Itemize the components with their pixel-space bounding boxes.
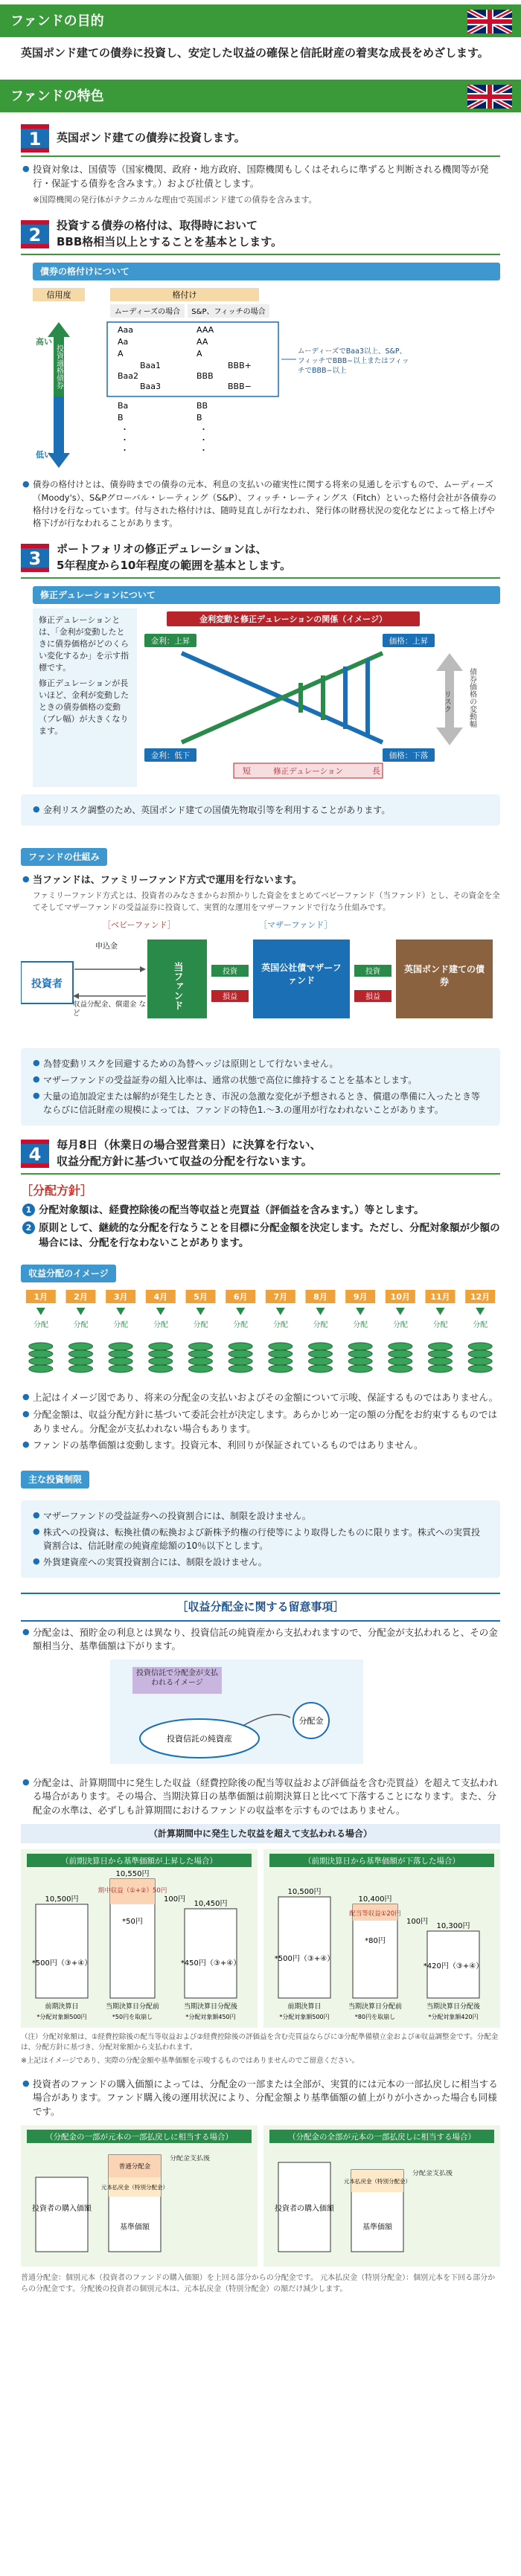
limit-2: ● 株式への投資は、転換社債の転換および新株予約権の行使等により取得したものに限ります。株式への実質投資割合は、信託財産の純資産総額の10％以下とします。 <box>43 1526 485 1552</box>
down-arrow-icon <box>436 1308 445 1315</box>
coin-icon <box>429 1365 453 1372</box>
distribution-tag: 収益分配のイメージ <box>21 1265 116 1282</box>
coin-icon <box>109 1358 132 1365</box>
point-3 <box>21 542 500 579</box>
month-label: 5月 <box>194 1291 208 1302</box>
caution-title: ［収益分配金に関する留意事項］ <box>21 1593 500 1622</box>
partial-buy: 投資者の購入価額 <box>32 2204 92 2213</box>
coin-icon <box>309 1358 333 1365</box>
duration-chart <box>137 608 494 787</box>
partial-title: （分配金の一部が元本の一部払戻しに相当する場合） <box>45 2132 233 2142</box>
page <box>0 4 521 2295</box>
rating-tag: 債券の格付けについて <box>33 263 500 280</box>
point-4-head-2: 収益分配方針に基づいて収益の分配を行ないます。 <box>57 1154 313 1168</box>
coin-icon <box>389 1350 412 1358</box>
baby-tag: ［ベビーファンド］ <box>103 919 176 930</box>
dist-label: 分配 <box>313 1320 328 1329</box>
rating-s-7: B <box>196 412 202 423</box>
rating-m-9: ・ <box>121 434 129 445</box>
dist-label: 分配 <box>272 1320 288 1329</box>
caution-foot: 普通分配金：個別元本（投資者のファンドの購入価額）を上回る部分からの分配金です。 元本払戻金（特別分配金）：個別元本を下回る部分からの分配金です。分配後の投資者の個別元本は、元本払戻金（特別分配金）の額だけ減少します。 <box>21 2273 496 2293</box>
coin-icon <box>29 1358 53 1365</box>
down-arrow-icon <box>156 1308 165 1315</box>
moodys-list <box>118 325 161 455</box>
dist-label: 分配 <box>193 1320 208 1329</box>
point-1 <box>21 124 500 157</box>
point-4-head <box>57 1137 321 1170</box>
month-label: 7月 <box>273 1291 288 1302</box>
month-label: 2月 <box>74 1291 88 1302</box>
coin-icon <box>389 1343 412 1350</box>
coin-icon <box>189 1343 213 1350</box>
limit-1: ● マザーファンドの受益証券への投資割合には、制限を設けません。 <box>43 1509 485 1523</box>
down-arrow-icon <box>356 1308 365 1315</box>
a-v-2: 10,500円 <box>45 1895 79 1904</box>
point-3-num: 3 <box>28 548 42 569</box>
coin-icon <box>429 1343 453 1350</box>
b-sub-0: *分配対象額500円 <box>279 2013 330 2020</box>
coin-icon <box>348 1343 372 1350</box>
rating-s-10: ・ <box>199 445 208 455</box>
full-title: （分配金の全部が元本の一部払戻しに相当する場合） <box>288 2132 476 2142</box>
dist-label: 分配 <box>73 1320 89 1329</box>
rating-col-a: ムーディーズの場合 <box>114 307 181 316</box>
b-v-0: 10,400円 <box>358 1895 392 1904</box>
limits-tag: 主な投資制限 <box>21 1471 89 1488</box>
b-v-5: 100円 <box>406 1917 429 1926</box>
p4-bullet-2: ● 分配金額は、収益分配方針に基づいて委託会社が決定します。あらかじめ一定の額の分配をお約束するものではありません。分配金が支払われない場合もあります。 <box>33 1408 500 1436</box>
coin-icon <box>149 1358 173 1365</box>
mechanism-lead: ● 当ファンドは、ファミリーファンド方式で運用を行ないます。 <box>33 873 500 888</box>
partial-after: 分配金支払後 <box>170 2154 211 2162</box>
coin-icon <box>189 1358 213 1365</box>
rating-side-note: ムーディーズでBaa3以上、S&P、フィッチでBBB−以上またはフィッチでBBB−以上 <box>298 347 409 375</box>
coin-icon <box>149 1350 173 1358</box>
a-v-3: *500円（③+④） <box>31 1959 92 1968</box>
p4-bullet-1: ● 上記はイメージ図であり、将来の分配金の支払いおよびその金額について示唆、保証するものではありません。 <box>33 1391 500 1405</box>
caution-b3: ● 投資者のファンドの購入価額によっては、分配金の一部または全部が、実質的には元本の一部払戻しに相当する場合があります。ファンド購入後の運用状況により、分配金額より基準価額の値上がりが小さかった場合も同様です。 <box>33 2078 500 2119</box>
a-x-1: 当期決算日分配前 <box>105 2002 160 2011</box>
mother-tag: ［マザーファンド］ <box>259 919 333 930</box>
coin-icon <box>309 1365 333 1372</box>
point-3-head <box>57 542 291 574</box>
point-2-head-2: BBB格相当以上とすることを基本とします。 <box>57 235 283 248</box>
profit-label-2: 損益 <box>365 992 380 1001</box>
mechanism-diagram <box>21 917 500 1036</box>
rating-s-5: BBB− <box>228 381 252 391</box>
coin-icon <box>29 1365 53 1372</box>
coin-icon <box>228 1358 252 1365</box>
purpose-title: ファンドの目的 <box>10 13 104 29</box>
b-x-0: 前期決算日 <box>287 2002 322 2011</box>
coin-icon <box>69 1343 93 1350</box>
panel-bullet-2: ● マザーファンドの受益証券の組入比率は、通常の状態で高位に維持することを基本とします。 <box>43 1073 485 1087</box>
coin-icon <box>228 1343 252 1350</box>
redeem-label: 収益分配金、償還金 など <box>73 1000 147 1018</box>
price-axis: 債券価格の変動幅 <box>467 667 476 727</box>
img-title: 投資信託で分配金が支払われるイメージ <box>136 1669 218 1687</box>
rating-s-6: BB <box>196 400 208 411</box>
b-sub-1: *80円を取崩し <box>354 2013 396 2020</box>
partial-chart <box>21 2125 258 2267</box>
down-arrow-icon <box>116 1308 125 1315</box>
img-bun: 分配金 <box>298 1716 324 1726</box>
rating-s-9: ・ <box>199 434 208 445</box>
coin-icon <box>309 1343 333 1350</box>
a-v-6: 10,450円 <box>194 1899 228 1908</box>
coin-icon <box>228 1350 252 1358</box>
b-x-2: 当期決算日分配後 <box>426 2002 481 2011</box>
long-label: 長 <box>372 765 380 776</box>
a-sub-2: *分配対象額450円 <box>185 2013 236 2020</box>
caution-note-1: （注）分配対象額は、①経費控除後の配当等収益および②経費控除後の評価益を含む売買益ならびに③分配準備積立金および④収益調整金です。分配金は、分配方針に基づき、分配対象額から支払われます。 <box>21 2032 499 2052</box>
partial-common: 普通分配金 <box>118 2162 151 2171</box>
month-label: 12月 <box>470 1291 490 1302</box>
full-prin: 元本払戻金（特別分配金） <box>344 2177 411 2185</box>
down-arrow-icon <box>396 1308 405 1315</box>
policy-1 <box>25 1203 500 1218</box>
policy-title: ［分配方針］ <box>21 1183 93 1198</box>
point-3-head-1: ポートフォリオの修正デュレーションは、 <box>57 542 267 556</box>
point-1-bullet: ● 投資対象は、国債等（国家機関、政府・地方政府、国際機関もしくはそれらに準ずると判断される機関等が発行・保証する債券を含みます。）および社債とします。 <box>33 163 500 191</box>
a-x-0: 前期決算日 <box>45 2002 79 2011</box>
point-1-num: 1 <box>28 129 42 150</box>
purpose-text: 英国ポンド建ての債券に投資し、安定した収益の確保と信託財産の着実な成長をめざします。 <box>21 46 489 60</box>
coin-icon <box>69 1365 93 1372</box>
down-arrow-icon <box>196 1308 205 1315</box>
a-v-0: 10,550円 <box>115 1869 150 1878</box>
dist-label: 分配 <box>33 1320 48 1329</box>
case-b-title: （前期決算日から基準価額が下落した場合） <box>304 1856 460 1866</box>
sp-list <box>196 325 252 455</box>
dist-label: 分配 <box>153 1320 168 1329</box>
duration-desc <box>33 608 137 787</box>
rating-s-3: BBB+ <box>228 360 252 370</box>
panel-bullet-3: ● 大量の追加設定または解約が発生したとき、市況の急激な変化が予想されるとき、償還の準備に入ったとき等ならびに信託財産の規模によっては、ファンドの特色1.～3.の運用が行なわれないことがあります。 <box>43 1090 485 1117</box>
policy-2 <box>25 1221 500 1251</box>
down-arrow-icon <box>236 1308 245 1315</box>
mechanism-tag: ファンドの仕組み <box>21 848 107 866</box>
full-buy: 投資者の購入価額 <box>275 2204 334 2213</box>
circle-1-icon: 1 <box>22 1204 35 1216</box>
month-label: 1月 <box>33 1291 48 1302</box>
duration-desc-2: 修正デュレーションが長いほど、金利が変動したときの債券価格の変動（ブレ幅）が大きくなります。 <box>39 678 129 736</box>
point-3-head-2: 5年程度から10年程度の範囲を基本とします。 <box>57 559 292 572</box>
coin-icon <box>189 1365 213 1372</box>
rating-m-8: ・ <box>121 424 129 434</box>
dist-label: 分配 <box>473 1320 488 1329</box>
invest-label-1: 投資 <box>223 967 237 976</box>
coin-icon <box>429 1358 453 1365</box>
duration-axis-label: 修正デュレーション <box>273 766 343 776</box>
coin-icon <box>189 1350 213 1358</box>
coin-icon <box>269 1343 293 1350</box>
month-label: 3月 <box>113 1291 128 1302</box>
coin-icon <box>468 1350 492 1358</box>
a-v-4: *50円 <box>122 1917 143 1926</box>
case-row <box>21 1849 500 2028</box>
coin-icon <box>149 1365 173 1372</box>
price-down: 価格：下落 <box>389 751 429 760</box>
grade-label: 投資適格債券 <box>54 344 63 389</box>
coin-icon <box>109 1365 132 1372</box>
b-v-4: *80円 <box>365 1936 386 1945</box>
a-v-1: 期中収益（①+②）50円 <box>98 1886 167 1895</box>
month-label: 11月 <box>430 1291 450 1302</box>
coin-icon <box>29 1343 53 1350</box>
duration-tag: 修正デュレーションについて <box>33 586 500 604</box>
rating-s-0: AAA <box>196 324 214 335</box>
point-4-num: 4 <box>28 1144 42 1165</box>
month-label: 8月 <box>313 1291 327 1302</box>
down-arrow-icon <box>276 1308 285 1315</box>
short-label: 短 <box>243 765 251 776</box>
coin-icon <box>29 1350 53 1358</box>
b-v-7: *420円（③+④） <box>423 1962 484 1970</box>
coin-icon <box>309 1350 333 1358</box>
coin-icon <box>348 1350 372 1358</box>
partial-base: 基準価額 <box>120 2223 150 2232</box>
full-chart <box>263 2125 500 2267</box>
down-arrow-icon <box>36 1308 45 1315</box>
month-label: 6月 <box>233 1291 248 1302</box>
rating-m-1: Aa <box>118 336 129 347</box>
p4-bullet-3: ● ファンドの基準価額は変動します。投資元本、利回りが保証されているものではありません。 <box>33 1439 500 1453</box>
caution-b2: ● 分配金は、計算期間中に発生した収益（経費控除後の配当等収益および評価益を含む売買益）を超えて支払われる場合があります。その場合、当期決算日の基準価額は前期決算日と比べて下落することになります。また、分配金の水準は、必ずしも計算期間におけるファンドの収益率を示すものではありません。 <box>33 1776 500 1818</box>
rating-m-2: A <box>118 348 124 359</box>
coin-icon <box>348 1365 372 1372</box>
a-sub-1: *50円を取崩し <box>112 2013 153 2020</box>
features-title: ファンドの特色 <box>10 89 104 105</box>
risk-label: リスク <box>442 690 451 713</box>
mechanism-desc: ファミリーファンド方式とは、投資者のみなさまからお預かりした資金をまとめてベビーファンド（当ファンド）とし、その資金を全てそしてマザーファンドの受益証券に投資して、実質的な運用をマザーファンドで行なう仕組みです。 <box>33 891 500 912</box>
coin-icon <box>429 1350 453 1358</box>
dist-label: 分配 <box>432 1320 448 1329</box>
a-v-5: 100円 <box>164 1895 186 1904</box>
sample-title: （計算期間中に発生した収益を超えて支払われる場合） <box>21 1824 500 1843</box>
rating-s-4: BBB <box>196 370 214 381</box>
caution-image-1 <box>21 1657 500 1768</box>
features-band <box>0 80 521 112</box>
policy-panel <box>21 1048 500 1125</box>
bond-label: 英国ポンド建ての債券 <box>403 963 485 987</box>
number-3-icon <box>21 544 49 572</box>
apply-label: 申込金 <box>95 942 118 951</box>
rating-s-8: ・ <box>199 424 208 434</box>
duration-area <box>33 608 500 787</box>
coin-icon <box>228 1365 252 1372</box>
point-2-num: 2 <box>28 225 42 245</box>
rate-down: 金利：低下 <box>150 751 191 760</box>
rate-up: 金利：上昇 <box>150 636 191 646</box>
down-arrow-icon <box>316 1308 325 1315</box>
limit-3: ● 外貨建資産への実質投資割合には、制限を設けません。 <box>43 1555 485 1569</box>
purpose-band <box>0 4 521 37</box>
month-label: 9月 <box>353 1291 368 1302</box>
coin-icon <box>389 1365 412 1372</box>
rating-high: 高い <box>36 336 52 347</box>
a-sub-0: *分配対象額500円 <box>36 2013 87 2020</box>
policy-2-text: 原則として、継続的な分配を行なうことを目標に分配金額を決定します。ただし、分配対象額が少額の場合には、分配を行なわないことがあります。 <box>39 1222 500 1250</box>
uk-flag-icon <box>467 85 512 109</box>
b-v-1: 配当等収益①20円 <box>349 1909 401 1918</box>
b-v-6: 10,300円 <box>436 1921 470 1930</box>
coin-icon <box>389 1358 412 1365</box>
coin-icon <box>69 1358 93 1365</box>
rating-s-1: AA <box>196 336 208 347</box>
point-4-head-1: 毎月8日（休業日の場合翌営業日）に決算を行ない、 <box>57 1138 322 1152</box>
circle-2-icon: 2 <box>22 1221 35 1234</box>
rating-m-6: Ba <box>118 400 129 411</box>
month-label: 10月 <box>390 1291 410 1302</box>
uk-flag-icon <box>467 10 512 33</box>
point-2 <box>21 218 500 255</box>
limits-panel <box>21 1500 500 1578</box>
price-up: 価格：上昇 <box>389 636 429 646</box>
number-1-icon <box>21 124 49 152</box>
full-after: 分配金支払後 <box>412 2169 453 2177</box>
case-b-chart <box>263 1849 500 2028</box>
rating-m-3: Baa1 <box>140 360 162 370</box>
rating-col-mid: 格付け <box>172 289 197 300</box>
coin-icon <box>269 1350 293 1358</box>
rating-low: 低い <box>36 449 52 460</box>
b-v-2: 10,500円 <box>287 1887 322 1896</box>
point-1-note: ※国際機関の発行体がテクニカルな理由で英国ポンド建ての債券を含みます。 <box>33 194 317 205</box>
point-4 <box>21 1137 500 1175</box>
dist-label: 分配 <box>113 1320 129 1329</box>
duration-chart-title: 金利変動と修正デュレーションの関係（イメージ） <box>199 614 387 624</box>
coin-icon <box>348 1358 372 1365</box>
dist-label: 分配 <box>392 1320 408 1329</box>
profit-label-1: 損益 <box>223 992 237 1001</box>
investor-label: 投資者 <box>31 977 63 990</box>
fund-label: 当ファンド <box>171 961 183 1010</box>
policy-1-text: 分配対象額は、経費控除後の配当等収益と売買益（評価益を含みます。）等とします。 <box>39 1204 424 1216</box>
a-x-2: 当期決算日分配後 <box>183 2002 238 2011</box>
coin-icon <box>109 1343 132 1350</box>
rating-m-4: Baa2 <box>118 370 139 381</box>
rating-m-10: ・ <box>121 445 129 455</box>
case-a-title: （前期決算日から基準価額が上昇した場合） <box>61 1856 217 1866</box>
coin-icon <box>468 1365 492 1372</box>
point-2-head <box>57 218 282 251</box>
img-asset: 投資信託の純資産 <box>167 1734 232 1744</box>
panel-bullet-1: ● 為替変動リスクを回避するための為替ヘッジは原則として行ないません。 <box>43 1057 485 1070</box>
coin-icon <box>269 1358 293 1365</box>
point-3-bullet: ● 金利リスク調整のため、英国ポンド建ての国債先物取引等を利用することがあります。 <box>43 803 485 817</box>
point-1-head: 英国ポンド建ての債券に投資します。 <box>57 131 246 145</box>
full-base: 基準価額 <box>362 2223 392 2232</box>
b-x-1: 当期決算日分配前 <box>348 2002 403 2011</box>
invest-label-2: 投資 <box>365 967 380 976</box>
down-arrow-icon <box>77 1308 86 1315</box>
coin-icon <box>269 1365 293 1372</box>
caution-note-2: ※上記はイメージであり、実際の分配金額や基準価額を示唆するものではありませんのでご留意ください。 <box>21 2057 359 2066</box>
month-label: 4月 <box>153 1291 168 1302</box>
coin-icon <box>468 1343 492 1350</box>
dist-label: 分配 <box>233 1320 249 1329</box>
rating-s-2: A <box>196 348 202 359</box>
rating-m-7: B <box>118 412 124 423</box>
a-v-7: *450円（③+④） <box>180 1959 241 1968</box>
p3-panel <box>21 794 500 826</box>
principal-row <box>21 2125 500 2267</box>
point-2-bullet: ● 債券の格付けとは、債券時までの債券の元本、利息の支払いの確実性に関する将来の見通しを示すもので、ムーディーズ（Moody's）、S&Pグローバル・レーティング（S&P）、フィッチ・レーティングス（Fitch）といった格付会社が各債券の格付けを行なっています。付与された格付けは、随時見直しが行なわれ、発行体の財務状況の変化などによって格上げや格下げが行なわれることがあります。 <box>33 478 500 530</box>
coin-icon <box>69 1350 93 1358</box>
down-arrow-icon <box>476 1308 485 1315</box>
coin-icon <box>149 1343 173 1350</box>
dist-label: 分配 <box>353 1320 368 1329</box>
coin-icon <box>468 1358 492 1365</box>
price-arrows <box>301 659 368 736</box>
rating-diagram <box>21 285 500 471</box>
rating-m-0: Aaa <box>118 324 134 335</box>
b-v-3: *500円（③+④） <box>274 1954 335 1963</box>
coin-icon <box>109 1350 132 1358</box>
rating-col-b: S&P、フィッチの場合 <box>191 307 266 316</box>
case-a-chart <box>21 1849 258 2028</box>
number-2-icon <box>21 220 49 248</box>
duration-desc-1: 修正デュレーションとは、「金利が変動したときに債券価格がどのくらい変化するか」を示す指標です。 <box>39 614 129 672</box>
mother-label: 英国公社債マザーファンド <box>261 962 342 986</box>
partial-prin: 元本払戻金（特別分配金） <box>101 2183 168 2191</box>
point-2-head-1: 投資する債券の格付は、取得時において <box>57 219 258 233</box>
b-sub-2: *分配対象額420円 <box>428 2013 479 2020</box>
caution-b1: ● 分配金は、預貯金の利息とは異なり、投資信託の純資産から支払われますので、分配金が支払われると、その金額相当分、基準価額は下がります。 <box>33 1626 500 1654</box>
rating-m-5: Baa3 <box>140 381 162 391</box>
rating-col-left: 信用度 <box>46 289 71 300</box>
distribution-diagram <box>21 1287 500 1384</box>
number-4-icon <box>21 1140 49 1168</box>
